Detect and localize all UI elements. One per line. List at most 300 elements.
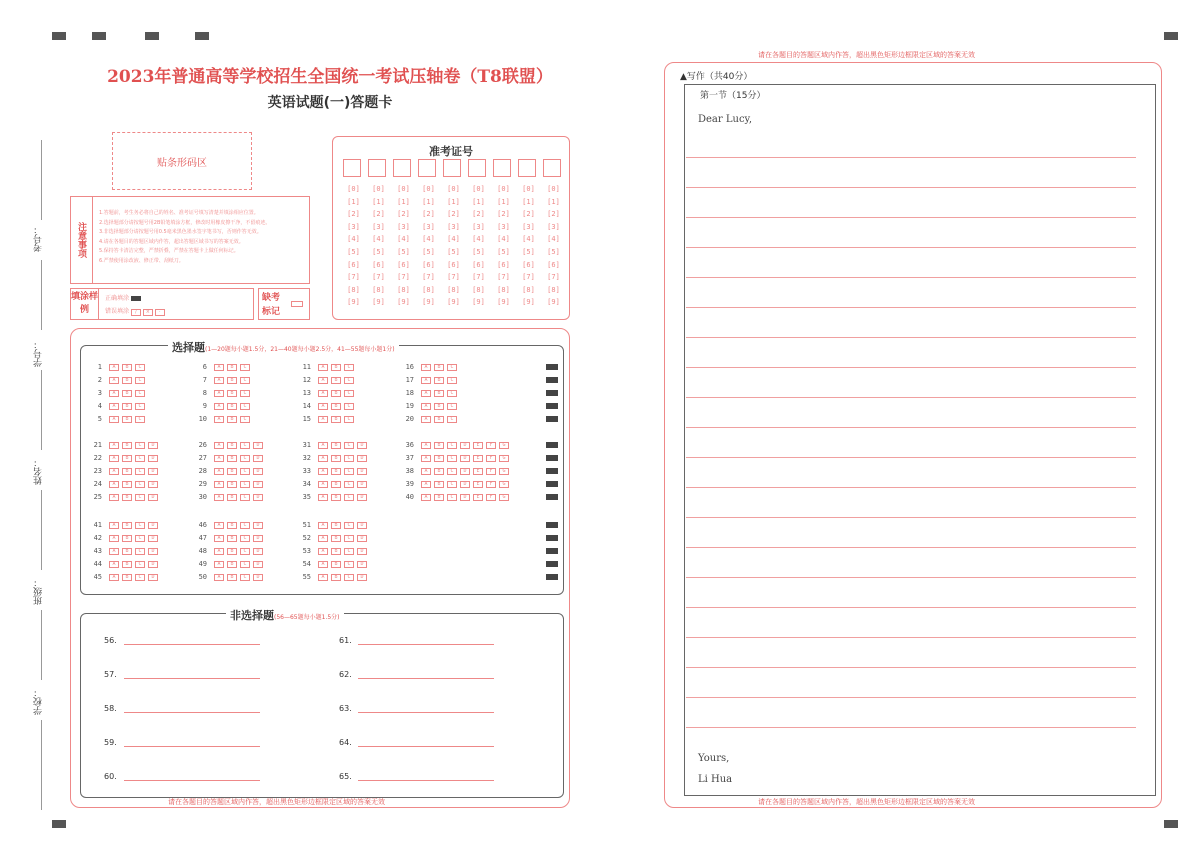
answer-bubble[interactable]: B [331, 522, 341, 529]
answer-bubble[interactable]: D [357, 561, 367, 568]
answer-bubble[interactable]: B [122, 468, 132, 475]
admit-digit-option[interactable]: [9] [447, 298, 460, 307]
answer-bubble[interactable]: B [331, 494, 341, 501]
admit-digit-option[interactable]: [0] [397, 185, 410, 193]
answer-bubble[interactable]: B [331, 416, 341, 423]
admit-digit-option[interactable]: [9] [547, 298, 560, 307]
answer-bubble[interactable]: B [227, 468, 237, 475]
answer-bubble[interactable]: D [357, 548, 367, 555]
writing-line[interactable] [686, 637, 1136, 638]
admit-digit-option[interactable]: [1] [547, 197, 560, 206]
answer-bubble[interactable]: C [240, 548, 250, 555]
answer-bubble[interactable]: D [357, 522, 367, 529]
answer-bubble[interactable]: C [447, 455, 457, 462]
answer-bubble[interactable]: A [109, 548, 119, 555]
admit-digit-option[interactable]: [8] [497, 285, 510, 294]
answer-bubble[interactable]: B [331, 364, 341, 371]
answer-bubble[interactable]: D [460, 481, 470, 488]
admit-digit-option[interactable]: [2] [422, 210, 435, 219]
answer-bubble[interactable]: A [214, 416, 224, 423]
answer-bubble[interactable]: A [214, 455, 224, 462]
answer-bubble[interactable]: F [486, 481, 496, 488]
answer-bubble[interactable]: A [421, 364, 431, 371]
admit-digit-option[interactable]: [2] [347, 210, 360, 219]
answer-bubble[interactable]: B [122, 522, 132, 529]
writing-line[interactable] [686, 307, 1136, 308]
admit-digit-option[interactable]: [2] [522, 210, 535, 219]
answer-bubble[interactable]: B [227, 574, 237, 581]
answer-bubble[interactable]: D [148, 548, 158, 555]
blank-answer-line[interactable] [358, 644, 494, 645]
answer-bubble[interactable]: C [447, 468, 457, 475]
answer-bubble[interactable]: D [148, 481, 158, 488]
answer-bubble[interactable]: C [447, 364, 457, 371]
answer-bubble[interactable]: D [357, 442, 367, 449]
answer-bubble[interactable]: B [331, 468, 341, 475]
admit-digit-option[interactable]: [6] [422, 260, 435, 269]
answer-bubble[interactable]: C [447, 442, 457, 449]
blank-answer-line[interactable] [358, 746, 494, 747]
admit-digit-option[interactable]: [1] [447, 197, 460, 206]
answer-bubble[interactable]: C [135, 390, 145, 397]
admit-digit-option[interactable]: [0] [472, 185, 485, 193]
admit-digit-option[interactable]: [5] [372, 247, 385, 256]
admit-digit-box[interactable] [518, 159, 536, 177]
answer-bubble[interactable]: D [357, 481, 367, 488]
writing-line[interactable] [686, 337, 1136, 338]
answer-bubble[interactable]: C [344, 561, 354, 568]
admit-digit-option[interactable]: [7] [397, 273, 410, 282]
answer-bubble[interactable]: B [331, 548, 341, 555]
answer-bubble[interactable]: D [253, 522, 263, 529]
answer-bubble[interactable]: E [473, 494, 483, 501]
answer-bubble[interactable]: A [109, 403, 119, 410]
answer-bubble[interactable]: A [109, 364, 119, 371]
answer-bubble[interactable]: C [447, 416, 457, 423]
writing-line[interactable] [686, 367, 1136, 368]
admit-digit-option[interactable]: [8] [522, 285, 535, 294]
admit-digit-option[interactable]: [5] [522, 247, 535, 256]
admit-digit-option[interactable]: [7] [372, 273, 385, 282]
answer-bubble[interactable]: B [227, 561, 237, 568]
admit-digit-option[interactable]: [5] [447, 247, 460, 256]
answer-bubble[interactable]: D [148, 535, 158, 542]
admit-digit-option[interactable]: [3] [447, 222, 460, 231]
answer-bubble[interactable]: A [214, 481, 224, 488]
admit-digit-option[interactable]: [5] [497, 247, 510, 256]
answer-bubble[interactable]: D [253, 548, 263, 555]
admit-digit-option[interactable]: [7] [422, 273, 435, 282]
writing-line[interactable] [686, 517, 1136, 518]
admit-digit-option[interactable]: [5] [422, 247, 435, 256]
admit-digit-option[interactable]: [8] [347, 285, 360, 294]
admit-digit-option[interactable]: [5] [397, 247, 410, 256]
admit-digit-option[interactable]: [3] [472, 222, 485, 231]
admit-digit-option[interactable]: [3] [347, 222, 360, 231]
answer-bubble[interactable]: A [318, 574, 328, 581]
writing-line[interactable] [686, 547, 1136, 548]
answer-bubble[interactable]: A [421, 416, 431, 423]
admit-digit-option[interactable]: [4] [372, 235, 385, 244]
admit-digit-option[interactable]: [6] [397, 260, 410, 269]
admit-digit-option[interactable]: [1] [372, 197, 385, 206]
writing-line[interactable] [686, 217, 1136, 218]
admit-digit-option[interactable]: [2] [447, 210, 460, 219]
answer-bubble[interactable]: C [447, 494, 457, 501]
answer-bubble[interactable]: C [135, 442, 145, 449]
answer-bubble[interactable]: D [460, 468, 470, 475]
answer-bubble[interactable]: D [357, 494, 367, 501]
admit-digit-option[interactable]: [4] [472, 235, 485, 244]
writing-line[interactable] [686, 607, 1136, 608]
answer-bubble[interactable]: G [499, 455, 509, 462]
answer-bubble[interactable]: B [331, 561, 341, 568]
admit-digit-option[interactable]: [1] [347, 197, 360, 206]
writing-line[interactable] [686, 157, 1136, 158]
writing-line[interactable] [686, 577, 1136, 578]
answer-bubble[interactable]: B [434, 364, 444, 371]
answer-bubble[interactable]: A [318, 403, 328, 410]
answer-bubble[interactable]: A [109, 442, 119, 449]
admit-digit-option[interactable]: [0] [522, 185, 535, 193]
writing-line[interactable] [686, 247, 1136, 248]
blank-answer-line[interactable] [124, 712, 260, 713]
answer-bubble[interactable]: A [421, 403, 431, 410]
admit-digit-box[interactable] [493, 159, 511, 177]
answer-bubble[interactable]: G [499, 481, 509, 488]
answer-bubble[interactable]: C [344, 390, 354, 397]
answer-bubble[interactable]: C [135, 455, 145, 462]
answer-bubble[interactable]: B [227, 548, 237, 555]
answer-bubble[interactable]: C [240, 481, 250, 488]
answer-bubble[interactable]: B [122, 377, 132, 384]
answer-bubble[interactable]: B [227, 390, 237, 397]
answer-bubble[interactable]: D [253, 455, 263, 462]
answer-bubble[interactable]: C [135, 377, 145, 384]
answer-bubble[interactable]: D [460, 494, 470, 501]
answer-bubble[interactable]: B [122, 548, 132, 555]
admit-digit-option[interactable]: [9] [372, 298, 385, 307]
answer-bubble[interactable]: C [240, 522, 250, 529]
answer-bubble[interactable]: C [240, 403, 250, 410]
answer-bubble[interactable]: B [434, 377, 444, 384]
answer-bubble[interactable]: B [227, 535, 237, 542]
admit-digit-option[interactable]: [8] [472, 285, 485, 294]
answer-bubble[interactable]: C [344, 364, 354, 371]
answer-bubble[interactable]: B [331, 390, 341, 397]
admit-digit-option[interactable]: [9] [397, 298, 410, 307]
answer-bubble[interactable]: D [253, 481, 263, 488]
answer-bubble[interactable]: A [318, 494, 328, 501]
answer-bubble[interactable]: A [109, 481, 119, 488]
answer-bubble[interactable]: B [331, 403, 341, 410]
admit-digit-option[interactable]: [7] [497, 273, 510, 282]
answer-bubble[interactable]: B [122, 416, 132, 423]
answer-bubble[interactable]: B [227, 442, 237, 449]
answer-bubble[interactable]: E [473, 455, 483, 462]
answer-bubble[interactable]: C [344, 468, 354, 475]
answer-bubble[interactable]: D [357, 535, 367, 542]
answer-bubble[interactable]: C [240, 561, 250, 568]
admit-digit-option[interactable]: [2] [472, 210, 485, 219]
answer-bubble[interactable]: A [318, 442, 328, 449]
answer-bubble[interactable]: C [344, 535, 354, 542]
answer-bubble[interactable]: A [214, 468, 224, 475]
answer-bubble[interactable]: B [227, 377, 237, 384]
answer-bubble[interactable]: A [421, 442, 431, 449]
answer-bubble[interactable]: B [122, 455, 132, 462]
answer-bubble[interactable]: A [214, 574, 224, 581]
admit-digit-option[interactable]: [2] [372, 210, 385, 219]
answer-bubble[interactable]: D [148, 561, 158, 568]
admit-digit-option[interactable]: [4] [547, 235, 560, 244]
admit-digit-box[interactable] [393, 159, 411, 177]
answer-bubble[interactable]: C [344, 494, 354, 501]
answer-bubble[interactable]: A [109, 390, 119, 397]
answer-bubble[interactable]: B [122, 535, 132, 542]
answer-bubble[interactable]: B [122, 364, 132, 371]
admit-digit-option[interactable]: [4] [397, 235, 410, 244]
answer-bubble[interactable]: A [214, 364, 224, 371]
admit-digit-option[interactable]: [5] [347, 247, 360, 256]
answer-bubble[interactable]: B [227, 364, 237, 371]
answer-bubble[interactable]: A [109, 377, 119, 384]
admit-digit-option[interactable]: [1] [472, 197, 485, 206]
writing-line[interactable] [686, 457, 1136, 458]
admit-digit-option[interactable]: [8] [422, 285, 435, 294]
answer-bubble[interactable]: A [318, 455, 328, 462]
absent-checkbox[interactable] [291, 301, 303, 307]
answer-bubble[interactable]: A [318, 522, 328, 529]
answer-bubble[interactable]: F [486, 455, 496, 462]
answer-bubble[interactable]: A [318, 364, 328, 371]
answer-bubble[interactable]: B [227, 522, 237, 529]
admit-digit-option[interactable]: [6] [447, 260, 460, 269]
answer-bubble[interactable]: B [331, 377, 341, 384]
answer-bubble[interactable]: C [240, 574, 250, 581]
answer-bubble[interactable]: B [331, 442, 341, 449]
answer-bubble[interactable]: D [148, 442, 158, 449]
admit-digit-option[interactable]: [2] [397, 210, 410, 219]
answer-bubble[interactable]: D [148, 522, 158, 529]
answer-bubble[interactable]: C [447, 377, 457, 384]
writing-line[interactable] [686, 697, 1136, 698]
answer-bubble[interactable]: B [227, 455, 237, 462]
answer-bubble[interactable]: G [499, 494, 509, 501]
answer-bubble[interactable]: D [148, 455, 158, 462]
admit-digit-option[interactable]: [4] [522, 235, 535, 244]
answer-bubble[interactable]: A [109, 468, 119, 475]
admit-digit-option[interactable]: [6] [522, 260, 535, 269]
answer-bubble[interactable]: A [318, 377, 328, 384]
admit-digit-option[interactable]: [9] [497, 298, 510, 307]
blank-answer-line[interactable] [358, 780, 494, 781]
admit-digit-option[interactable]: [8] [397, 285, 410, 294]
admit-digit-option[interactable]: [6] [372, 260, 385, 269]
answer-bubble[interactable]: C [344, 455, 354, 462]
answer-bubble[interactable]: D [148, 468, 158, 475]
answer-bubble[interactable]: C [240, 442, 250, 449]
admit-digit-option[interactable]: [8] [447, 285, 460, 294]
answer-bubble[interactable]: A [214, 561, 224, 568]
answer-bubble[interactable]: C [135, 403, 145, 410]
admit-digit-option[interactable]: [1] [522, 197, 535, 206]
answer-bubble[interactable]: C [344, 416, 354, 423]
writing-line[interactable] [686, 277, 1136, 278]
answer-bubble[interactable]: G [499, 468, 509, 475]
blank-answer-line[interactable] [124, 746, 260, 747]
answer-bubble[interactable]: C [240, 455, 250, 462]
answer-bubble[interactable]: D [357, 574, 367, 581]
answer-bubble[interactable]: C [447, 481, 457, 488]
answer-bubble[interactable]: A [214, 535, 224, 542]
answer-bubble[interactable]: F [486, 468, 496, 475]
answer-bubble[interactable]: C [135, 561, 145, 568]
answer-bubble[interactable]: B [331, 535, 341, 542]
answer-bubble[interactable]: C [240, 535, 250, 542]
answer-bubble[interactable]: B [227, 403, 237, 410]
admit-digit-option[interactable]: [8] [372, 285, 385, 294]
answer-bubble[interactable]: C [135, 468, 145, 475]
admit-digit-option[interactable]: [3] [372, 222, 385, 231]
admit-digit-option[interactable]: [6] [472, 260, 485, 269]
writing-line[interactable] [686, 667, 1136, 668]
blank-answer-line[interactable] [124, 780, 260, 781]
admit-digit-option[interactable]: [0] [547, 185, 560, 193]
answer-bubble[interactable]: C [344, 574, 354, 581]
answer-bubble[interactable]: A [214, 548, 224, 555]
answer-bubble[interactable]: D [253, 535, 263, 542]
answer-bubble[interactable]: C [135, 481, 145, 488]
admit-digit-option[interactable]: [9] [472, 298, 485, 307]
answer-bubble[interactable]: C [447, 403, 457, 410]
admit-digit-option[interactable]: [1] [497, 197, 510, 206]
answer-bubble[interactable]: B [122, 574, 132, 581]
admit-digit-option[interactable]: [9] [422, 298, 435, 307]
answer-bubble[interactable]: C [135, 494, 145, 501]
answer-bubble[interactable]: B [122, 403, 132, 410]
answer-bubble[interactable]: C [344, 377, 354, 384]
answer-bubble[interactable]: A [109, 522, 119, 529]
admit-digit-option[interactable]: [9] [347, 298, 360, 307]
answer-bubble[interactable]: C [135, 522, 145, 529]
answer-bubble[interactable]: A [318, 548, 328, 555]
answer-bubble[interactable]: A [421, 377, 431, 384]
answer-bubble[interactable]: C [344, 442, 354, 449]
answer-bubble[interactable]: C [135, 416, 145, 423]
answer-bubble[interactable]: B [331, 481, 341, 488]
answer-bubble[interactable]: B [331, 574, 341, 581]
answer-bubble[interactable]: D [253, 494, 263, 501]
writing-line[interactable] [686, 187, 1136, 188]
blank-answer-line[interactable] [124, 678, 260, 679]
answer-bubble[interactable]: F [486, 442, 496, 449]
answer-bubble[interactable]: B [434, 416, 444, 423]
answer-bubble[interactable]: A [318, 468, 328, 475]
answer-bubble[interactable]: A [109, 561, 119, 568]
answer-bubble[interactable]: C [240, 390, 250, 397]
answer-bubble[interactable]: D [253, 468, 263, 475]
answer-bubble[interactable]: B [331, 455, 341, 462]
blank-answer-line[interactable] [124, 644, 260, 645]
admit-digit-option[interactable]: [7] [472, 273, 485, 282]
answer-bubble[interactable]: A [214, 377, 224, 384]
answer-bubble[interactable]: A [214, 494, 224, 501]
admit-digit-box[interactable] [368, 159, 386, 177]
answer-bubble[interactable]: D [253, 561, 263, 568]
admit-digit-option[interactable]: [6] [347, 260, 360, 269]
admit-digit-option[interactable]: [5] [472, 247, 485, 256]
answer-bubble[interactable]: D [357, 468, 367, 475]
answer-bubble[interactable]: B [227, 416, 237, 423]
answer-bubble[interactable]: C [240, 364, 250, 371]
answer-bubble[interactable]: B [227, 494, 237, 501]
answer-bubble[interactable]: C [344, 548, 354, 555]
admit-digit-option[interactable]: [3] [422, 222, 435, 231]
answer-bubble[interactable]: B [122, 481, 132, 488]
admit-digit-box[interactable] [468, 159, 486, 177]
answer-bubble[interactable]: D [460, 455, 470, 462]
admit-digit-option[interactable]: [3] [547, 222, 560, 231]
answer-bubble[interactable]: D [357, 455, 367, 462]
answer-bubble[interactable]: A [214, 522, 224, 529]
answer-bubble[interactable]: B [434, 481, 444, 488]
admit-digit-option[interactable]: [6] [547, 260, 560, 269]
admit-digit-box[interactable] [343, 159, 361, 177]
answer-bubble[interactable]: B [434, 403, 444, 410]
answer-bubble[interactable]: C [135, 548, 145, 555]
admit-digit-option[interactable]: [2] [497, 210, 510, 219]
answer-bubble[interactable]: A [318, 481, 328, 488]
blank-answer-line[interactable] [358, 712, 494, 713]
answer-bubble[interactable]: C [135, 574, 145, 581]
answer-bubble[interactable]: B [122, 390, 132, 397]
admit-digit-option[interactable]: [0] [447, 185, 460, 193]
admit-digit-option[interactable]: [0] [497, 185, 510, 193]
answer-bubble[interactable]: D [148, 574, 158, 581]
admit-digit-option[interactable]: [1] [422, 197, 435, 206]
answer-bubble[interactable]: B [434, 442, 444, 449]
writing-line[interactable] [686, 397, 1136, 398]
admit-digit-option[interactable]: [3] [497, 222, 510, 231]
admit-digit-option[interactable]: [7] [347, 273, 360, 282]
answer-bubble[interactable]: A [109, 494, 119, 501]
answer-bubble[interactable]: A [214, 442, 224, 449]
answer-bubble[interactable]: A [214, 403, 224, 410]
admit-digit-option[interactable]: [1] [397, 197, 410, 206]
admit-digit-option[interactable]: [7] [522, 273, 535, 282]
answer-bubble[interactable]: A [318, 535, 328, 542]
writing-line[interactable] [686, 487, 1136, 488]
admit-digit-option[interactable]: [4] [347, 235, 360, 244]
answer-bubble[interactable]: A [109, 455, 119, 462]
admit-digit-option[interactable]: [6] [497, 260, 510, 269]
admit-digit-box[interactable] [418, 159, 436, 177]
answer-bubble[interactable]: A [421, 468, 431, 475]
writing-line[interactable] [686, 427, 1136, 428]
answer-bubble[interactable]: A [109, 416, 119, 423]
answer-bubble[interactable]: E [473, 481, 483, 488]
answer-bubble[interactable]: D [460, 442, 470, 449]
answer-bubble[interactable]: A [318, 561, 328, 568]
admit-digit-option[interactable]: [4] [497, 235, 510, 244]
answer-bubble[interactable]: A [109, 535, 119, 542]
answer-bubble[interactable]: C [240, 416, 250, 423]
answer-bubble[interactable]: D [253, 574, 263, 581]
answer-bubble[interactable]: B [122, 494, 132, 501]
admit-digit-option[interactable]: [4] [447, 235, 460, 244]
answer-bubble[interactable]: A [421, 481, 431, 488]
